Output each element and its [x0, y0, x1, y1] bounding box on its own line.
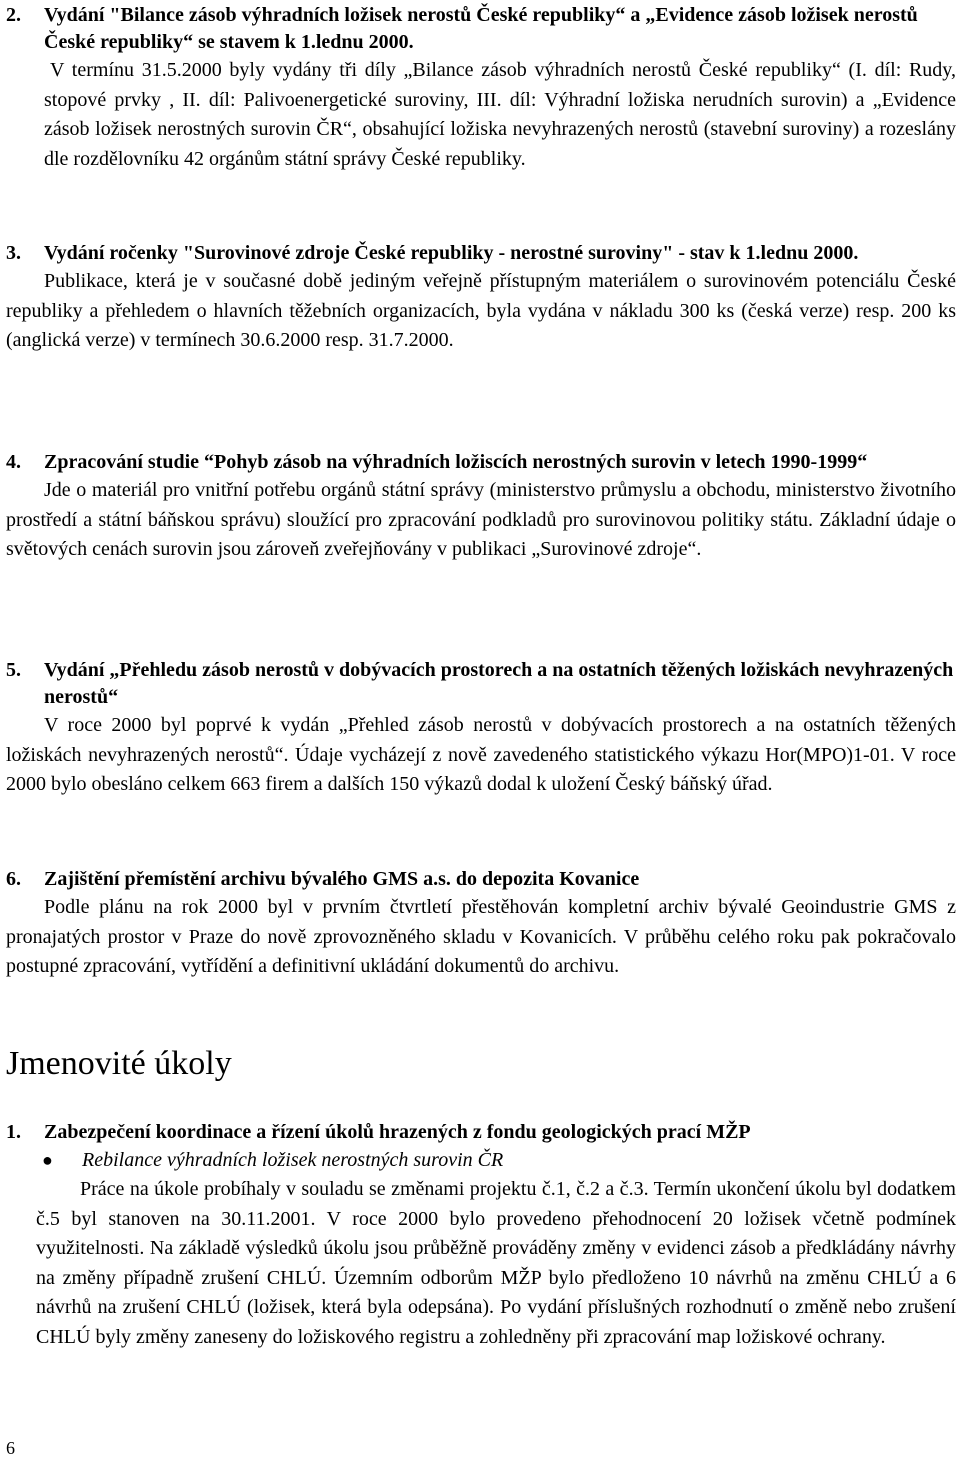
- bullet-title: Rebilance výhradních ložisek nerostných surovin ČR: [82, 1149, 504, 1171]
- section-3: [6, 240, 956, 356]
- task-heading: [6, 1119, 956, 1146]
- section-body: Podle plánu na rok 2000 byl v prvním čtvrtletí přestěhován kompletní archiv bývalé Geoindustrie GMS z pronajatých prostor v Praze do nově zprovozněného skladu v Kovanicích. V průběhu celého roku pak pokračovalo postupné zpracování, vytřídění a definitivní ukládání dokumentů do archivu.: [6, 896, 956, 977]
- chapter-title: Jmenovité úkoly: [6, 1045, 232, 1082]
- section-heading: [6, 866, 956, 893]
- section-6: [6, 866, 956, 982]
- section-body: Publikace, která je v současné době jediným veřejně přístupným materiálem o surovinovém potenciálu České republiky a přehledem o hlavních těžebních organizacích, byla vydána v nákladu 300 ks (česká verze) resp. 200 ks (anglická verze) v termínech 30.6.2000 resp. 31.7.2000.: [6, 270, 956, 351]
- bullet-icon: ●: [42, 1150, 53, 1170]
- section-number: 5.: [6, 659, 21, 681]
- section-number: 6.: [6, 868, 21, 890]
- section-heading-text: Zajištění přemístění archivu bývalého GMS a.s. do depozita Kovanice: [44, 868, 640, 890]
- section-body: V roce 2000 byl poprvé k vydán „Přehled zásob nerostů v dobývacích prostorech a na ostatních těžených ložiskách nevyhrazených nerostů“. Údaje vycházejí z nově zavedeného statistického výkazu Hor(MPO)1-01. V roce 2000 bylo obesláno celkem 663 firem a dalších 150 výkazů dodal k uložení Český báňský úřad.: [6, 714, 956, 795]
- section-5: [6, 657, 956, 800]
- section-heading-text: Zpracování studie “Pohyb zásob na výhradních ložiscích nerostných surovin v letech 1990-1999“: [44, 451, 868, 473]
- section-2: [6, 2, 956, 174]
- task-number: 1.: [6, 1121, 21, 1143]
- page-number: 6: [6, 1438, 15, 1458]
- section-heading: [6, 657, 956, 711]
- task-heading-text: Zabezpečení koordinace a řízení úkolů hrazených z fondu geologických prací MŽP: [44, 1121, 751, 1143]
- section-number: 4.: [6, 451, 21, 473]
- section-4: [6, 449, 956, 565]
- section-number: 2.: [6, 4, 21, 26]
- section-body: Jde o materiál pro vnitřní potřebu orgánů státní správy (ministerstvo průmyslu a obchodu, ministerstvo životního prostředí a státní báňskou správu) sloužící pro zpracování podkladů pro surovinovou politiky státu. Základní údaje o světových cenách surovin jsou zároveň zveřejňovány v publikaci „Surovinové zdroje“.: [6, 479, 956, 560]
- section-heading: [6, 240, 956, 267]
- section-heading-text: Vydání "Bilance zásob výhradních ložisek nerostů České republiky“ a „Evidence zásob ložisek nerostů České republiky“ se stavem k 1.lednu 2000.: [44, 4, 918, 53]
- task-body: Práce na úkole probíhaly v souladu se změnami projektu č.1, č.2 a č.3. Termín ukončení úkolu byl dodatkem č.5 byl stanoven na 30.11.2001. V roce 2000 bylo provedeno přehodnocení 20 ložisek včetně podmínek využitelnosti. Na základě výsledků úkolu jsou průběžně prováděny změny v evidenci zásob a předkládány návrhy na změny případně zrušení CHLÚ. Územním odborům MŽP bylo předloženo 10 návrhů na změnu CHLÚ a 6 návrhů na zrušení CHLÚ (ložisek, která byla odepsána). Po vydání příslušných rozhodnutí o změně nebo zrušení CHLÚ byly změny zaneseny do ložiskového registru a zohledněny při zpracování map ložiskové ochrany.: [36, 1178, 956, 1348]
- section-heading-text: Vydání „Přehledu zásob nerostů v dobývacích prostorech a na ostatních těžených ložiskách nevyhrazených nerostů“: [44, 659, 954, 708]
- section-body: V termínu 31.5.2000 byly vydány tři díly „Bilance zásob výhradních nerostů České republiky“ (I. díl: Rudy, stopové prvky , II. díl: Palivoenergetické suroviny, III. díl: Výhradní ložiska nerudních surovin) a „Evidence zásob ložisek nerostných surovin ČR“, obsahující ložiska nevyhrazených nerostů (stavební suroviny) a rozeslány dle rozdělovníku 42 orgánům státní správy České republiky.: [44, 59, 956, 170]
- task-1: [6, 1119, 956, 1352]
- bullet-item: [42, 1146, 956, 1175]
- section-number: 3.: [6, 242, 21, 264]
- section-heading-text: Vydání ročenky "Surovinové zdroje České republiky - nerostné suroviny" - stav k 1.lednu 2000.: [44, 242, 859, 264]
- section-heading: [6, 449, 956, 476]
- section-heading: [6, 2, 956, 56]
